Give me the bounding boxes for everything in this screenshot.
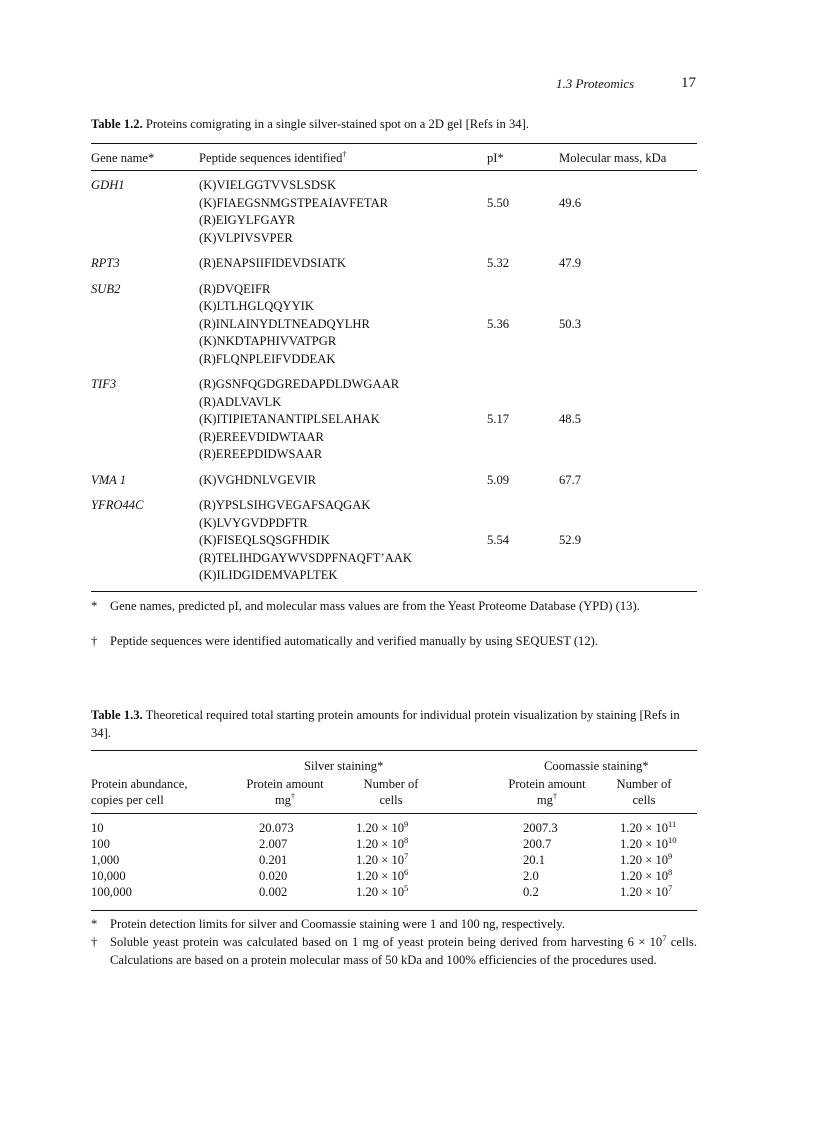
footnote-mark: * <box>91 917 98 931</box>
peptide-sequence: (K)LVYGVDPDFTR <box>199 515 308 530</box>
table-cell: $1.20 \times 10^6$ <box>356 867 409 883</box>
gene-name: TIF3 <box>91 377 117 391</box>
table-cell: 0.201 <box>259 853 288 867</box>
table-cell: 1,000 <box>91 853 120 867</box>
col-abundance-values <box>91 820 132 900</box>
table-cell: $1.20 \times 10^{10}$ <box>620 835 677 851</box>
table-cell: 2007.3 <box>523 821 558 835</box>
section-title: 1.3 Proteomics <box>556 76 635 91</box>
table-1-3-caption <box>91 706 697 742</box>
pi-value: 5.17 <box>487 412 510 426</box>
table-cell: $1.20 \times 10^9$ <box>356 819 409 835</box>
col-coomassie-cells-values <box>620 820 677 900</box>
pi-value: 5.50 <box>487 195 510 210</box>
table-cell: $1.20 \times 10^7$ <box>620 883 673 899</box>
mass-value: 67.7 <box>559 472 582 487</box>
peptide-sequence: (R)TELIHDGAYWVSDPFNAQFT’AAK <box>199 550 412 565</box>
peptide-sequence: (K)VIELGGTVVSLSDSK <box>199 178 337 192</box>
peptide-list <box>199 177 388 247</box>
table-cell: 2.0 <box>523 869 539 883</box>
running-header <box>556 76 696 92</box>
table-cell: 200.7 <box>523 837 552 851</box>
col-silver-cells-values <box>356 820 408 900</box>
table-1-2-footnote-2 <box>91 633 697 651</box>
table-top-rule <box>91 143 697 144</box>
gene-name: SUB2 <box>91 281 121 296</box>
table-cell: 10 <box>91 821 104 835</box>
table-header-rule <box>91 170 697 171</box>
peptide-sequence: (K)FIAEGSNMGSTPEAIAVFETAR <box>199 195 389 210</box>
table-cell: $1.20 \times 10^7$ <box>356 851 409 867</box>
table-cell: $1.20 \times 10^9$ <box>620 851 673 867</box>
table-1-2-caption <box>91 115 697 133</box>
peptide-sequence: (R)FLQNPLEIFVDDEAK <box>199 351 336 366</box>
table-cell: 0.020 <box>259 869 288 883</box>
footnote-text: Gene names, predicted pI, and molecular mass values are from the Yeast Proteome Database (YPD) (13). <box>110 599 640 613</box>
peptide-list <box>199 281 370 369</box>
peptide-sequence: (R)EREEPDIDWSAAR <box>199 447 323 461</box>
table-cell: $1.20 \times 10^8$ <box>620 867 673 883</box>
page-number: 17 <box>681 75 696 91</box>
dagger-mark: † <box>342 149 347 159</box>
table-cell: 2.007 <box>259 837 288 851</box>
table-1-3-footnote-1 <box>91 916 697 934</box>
table-1-2-footnote-1 <box>91 598 697 616</box>
gene-name: VMA 1 <box>91 472 127 487</box>
caption-text: Theoretical required total starting protein amounts for individual protein visualization by staining [Refs in 34]. <box>91 708 680 740</box>
peptide-list <box>199 497 412 585</box>
pi-value: 5.32 <box>487 256 510 270</box>
group-header-coomassie: Coomassie staining* <box>544 759 649 773</box>
mass-value: 50.3 <box>559 316 582 331</box>
peptide-sequence: (K)VGHDNLVGEVIR <box>199 472 317 487</box>
footnote-text: Protein detection limits for silver and Coomassie staining were 1 and 100 ng, respectively. <box>110 917 565 931</box>
pi-value: 5.36 <box>487 316 510 331</box>
footnote-text: Soluble yeast protein was calculated based on 1 mg of yeast protein being derived from harvesting $6 \times 10^7$ cells. Calculations are based on a protein molecular mass of 50 kDa and 100% efficiencies of the procedures used. <box>110 933 697 967</box>
col-header-pi: pI* <box>487 151 504 165</box>
col-header-gene: Gene name* <box>91 151 155 165</box>
group-header-silver: Silver staining* <box>304 759 384 773</box>
table-header-rule <box>91 813 697 814</box>
peptide-sequence: (K)VLPIVSVPER <box>199 230 293 245</box>
col-header-silver-cells: Number of cells <box>363 777 419 807</box>
col-header-mass: Molecular mass, kDa <box>559 151 667 165</box>
table-bottom-rule <box>91 910 697 911</box>
peptide-sequence: (R)EIGYLFGAYR <box>199 213 296 227</box>
peptide-sequence: (R)ENAPSIIFIDEVDSIATK <box>199 256 346 270</box>
gene-name: YFRO44C <box>91 498 144 512</box>
caption-label: Table 1.3. <box>91 708 143 722</box>
peptide-sequence: (K)ITIPIETANANTIPLSELAHAK <box>199 412 380 426</box>
col-coomassie-amount-values <box>523 820 558 900</box>
peptide-list <box>199 255 346 273</box>
col-header-coomassie-amount: Protein amount mg† <box>508 777 586 807</box>
col-header-abundance: Protein abundance, copies per cell <box>91 777 188 807</box>
table-cell: $1.20 \times 10^{11}$ <box>620 819 677 835</box>
peptide-sequence: (R)DVQEIFR <box>199 281 271 296</box>
table-cell: 20.1 <box>523 853 546 867</box>
table-cell: $1.20 \times 10^8$ <box>356 835 409 851</box>
table-top-rule <box>91 750 697 751</box>
peptide-sequence: (R)INLAINYDLTNEADQYLHR <box>199 316 370 331</box>
table-1-3-footnote-2 <box>91 934 697 969</box>
footnote-text: Peptide sequences were identified automatically and verified manually by using SEQUEST (12). <box>110 634 598 648</box>
peptide-sequence: (R)EREEVDIDWTAAR <box>199 429 324 444</box>
table-bottom-rule <box>91 591 697 592</box>
table-cell: $1.20 \times 10^5$ <box>356 883 409 899</box>
gene-name: GDH1 <box>91 178 125 192</box>
table-cell: 100,000 <box>91 885 132 899</box>
peptide-sequence: (K)ILIDGIDEMVAPLTEK <box>199 568 338 582</box>
peptide-sequence: (R)YPSLSIHGVEGAFSAQGAK <box>199 498 371 512</box>
mass-value: 47.9 <box>559 256 582 270</box>
mass-value: 52.9 <box>559 533 582 547</box>
footnote-mark: † <box>91 935 98 949</box>
caption-text: Proteins comigrating in a single silver-stained spot on a 2D gel [Refs in 34]. <box>142 117 529 131</box>
table-cell: 0.2 <box>523 885 539 899</box>
peptide-sequence: (R)ADLVAVLK <box>199 394 282 409</box>
peptide-sequence: (R)GSNFQGDGREDAPDLDWGAAR <box>199 377 400 391</box>
peptide-sequence: (K)LTLHGLQQYYIK <box>199 299 314 313</box>
peptide-list <box>199 472 316 490</box>
footnote-mark: † <box>91 634 98 648</box>
peptide-list <box>199 376 399 464</box>
col-header-peptides: Peptide sequences identified† <box>199 149 347 165</box>
peptide-sequence: (K)NKDTAPHIVVATPGR <box>199 334 337 348</box>
gene-name: RPT3 <box>91 256 120 270</box>
mass-value: 49.6 <box>559 195 582 210</box>
pi-value: 5.54 <box>487 533 510 547</box>
caption-label: Table 1.2. <box>91 117 143 131</box>
table-cell: 0.002 <box>259 885 288 899</box>
peptide-sequence: (K)FISEQLSQSGFHDIK <box>199 533 330 547</box>
col-header-coomassie-cells: Number of cells <box>616 777 672 807</box>
table-cell: 100 <box>91 837 110 851</box>
col-header-silver-amount: Protein amount mg† <box>246 777 324 807</box>
table-cell: 10,000 <box>91 869 126 883</box>
footnote-mark: * <box>91 599 98 613</box>
col-silver-amount-values <box>259 820 294 900</box>
pi-value: 5.09 <box>487 472 510 487</box>
table-cell: 20.073 <box>259 821 294 835</box>
mass-value: 48.5 <box>559 412 582 426</box>
